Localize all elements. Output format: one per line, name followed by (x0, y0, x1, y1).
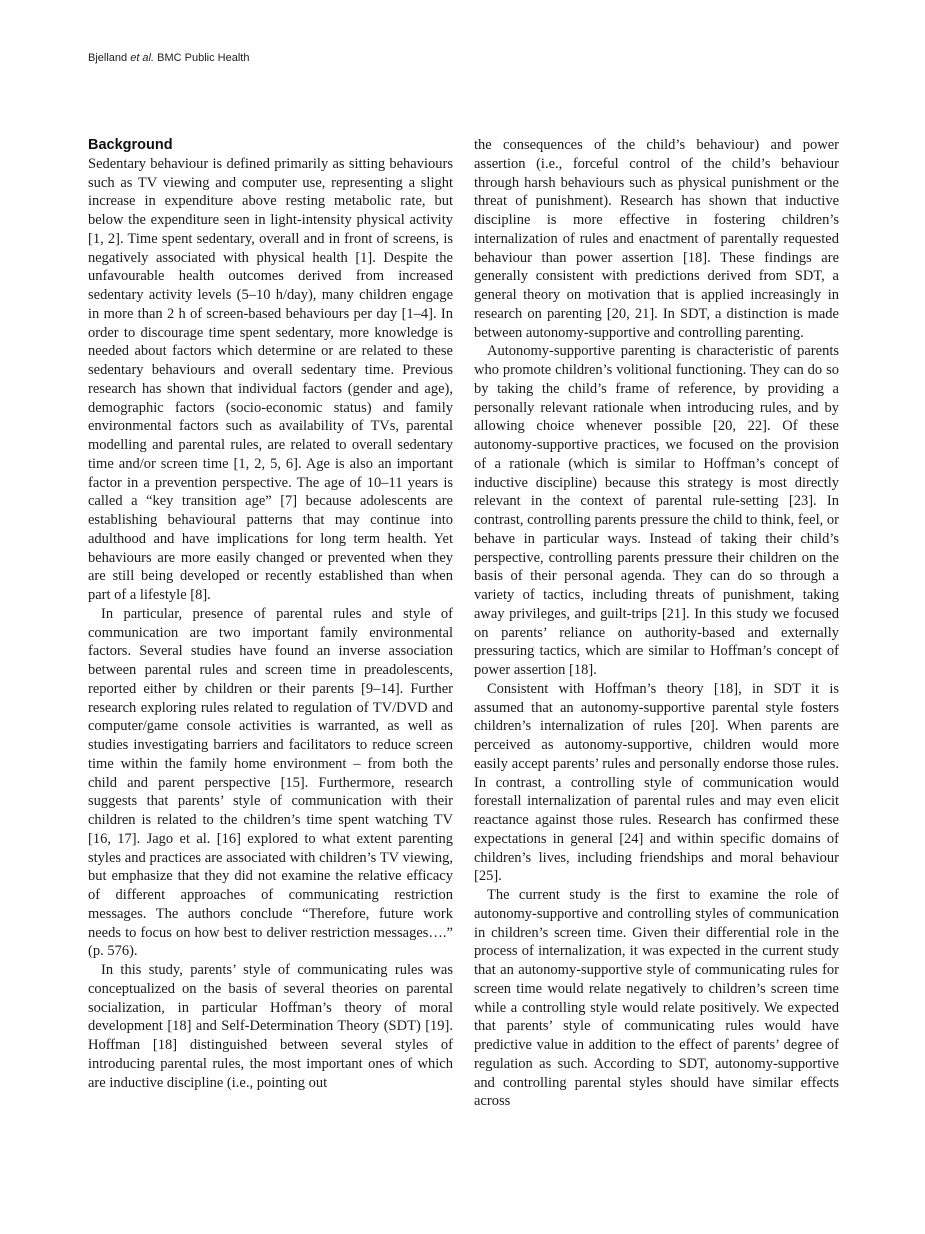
paragraph: Sedentary behaviour is defined primarily as sitting behaviours such as TV viewing and computer use, representing a slight increase in expenditure above resting metabolic rate, but below the expenditure seen in light-intensity physical activity [1, 2]. Time spent sedentary, overall and in front of screens, is negatively associated with physical health [1]. Despite the unfavourable health outcomes derived from increased sedentary activity levels (5–10 h/day), many children engage in more than 2 h of screen-based behaviours per day [1–4]. In order to discourage time spent sedentary, more knowledge is needed about factors which determine or are related to these sedentary behaviours and overall sedentary time. Previous research has shown that individual factors (gender and age), demographic factors (socio-economic status) and family environmental factors such as availability of TVs, parental modelling and parental rules, are related to overall sedentary time and/or screen time [1, 2, 5, 6]. Age is also an important factor in a prevention perspective. The age of 10–11 years is called a “key transition age” [7] because adolescents are establishing behavioural patterns that may continue into adulthood and have implications for long term health. Yet behaviours are more easily changed or prevented when they are still being developed or recently established than when part of a lifestyle [8]. (88, 155, 453, 603)
running-header (88, 52, 249, 64)
header-journal: BMC Public Health (157, 52, 250, 64)
header-etal: et al. (130, 52, 155, 64)
paragraph: In particular, presence of parental rules and style of communication are two important family environmental factors. Several studies have found an inverse association between parental rules and screen time in preadolescents, reported either by children or their parents [9–14]. Further research exploring rules related to regulation of TV/DVD and computer/game console activities is warranted, as well as studies investigating barriers and facilitators to reduce screen time within the family home environment – from both the child and parent perspective [15]. Furthermore, research suggests that parents’ style of communication with their children is related to the children’s time spent watching TV [16, 17]. Jago et al. [16] explored to what extent parenting styles and practices are associated with children’s TV viewing, but emphasize that they did not examine the relative efficacy of different approaches of communicating restriction messages. The authors conclude “Therefore, future work needs to focus on how best to deliver restriction messages….” (p. 576). (88, 605, 453, 960)
left-column (88, 136, 453, 1092)
paragraph: In this study, parents’ style of communicating rules was conceptualized on the basis of several theories on parental socialization, in particular Hoffman’s theory of moral development [18] and Self-Determination Theory (SDT) [19]. Hoffman [18] distinguished between several styles of introducing parental rules, the most important ones of which are inductive discipline (i.e., pointing out (88, 962, 453, 1091)
header-authors: Bjelland (88, 52, 128, 64)
paragraph: Autonomy-supportive parenting is characteristic of parents who promote children’s volitional functioning. They can do so by taking the child’s frame of reference, by providing a personally relevant rationale when introducing rules, and by allowing choice whenever possible [20, 22]. Of these autonomy-supportive practices, we focused on the provision of a rationale (which is similar to Hoffman’s concept of inductive discipline) because this strategy is most directly relevant in the context of parental rule-setting [23]. In contrast, controlling parents pressure the child to think, feel, or behave in particular ways. Instead of taking their child’s perspective, controlling parents pressure their children on the basis of their personal agenda. They can do so through a variety of tactics, including threats of punishment, taking away privileges, and guilt-trips [21]. In this study we focused on parents’ reliance on authority-based and externally pressuring tactics, which are similar to Hoffman’s concept of power assertion [18]. (474, 343, 839, 678)
section-heading: Background (88, 137, 173, 153)
paragraph: the consequences of the child’s behaviour) and power assertion (i.e., forceful control of the child’s behaviour through harsh behaviours such as physical punishment or the threat of punishment). Research has shown that inductive discipline is more effective in fostering children’s internalization of rules and enactment of parentally requested behaviour than power assertion [18]. These findings are generally consistent with predictions derived from SDT, a general theory on motivation that is applied increasingly in research on parenting [20, 21]. In SDT, a distinction is made between autonomy-supportive and controlling parenting. (474, 137, 839, 341)
paragraph: The current study is the first to examine the role of autonomy-supportive and controlling styles of communication in children’s screen time. Given their differential role in the process of internalization, it was expected in the current study that an autonomy-supportive style of communicating rules for screen time would relate negatively to children’s screen time while a controlling style would relate positively. We expected that parents’ style of communicating rules would have predictive value in addition to the effect of parents’ degree of regulation as such. According to SDT, autonomy-supportive and controlling parental styles should have similar effects across (474, 887, 839, 1110)
paragraph: Consistent with Hoffman’s theory [18], in SDT it is assumed that an autonomy-supportive parental style fosters children’s internalization of rules [20]. When parents are perceived as autonomy-supportive, children would more easily accept parents’ rules and personally endorse those rules. In contrast, a controlling style of communication would forestall internalization of parental rules and may even elicit reactance against those rules. Research has confirmed these expectations in general [24] and within specific domains of children’s lives, including friendships and moral behaviour [25]. (474, 680, 839, 885)
right-column (474, 136, 839, 1111)
